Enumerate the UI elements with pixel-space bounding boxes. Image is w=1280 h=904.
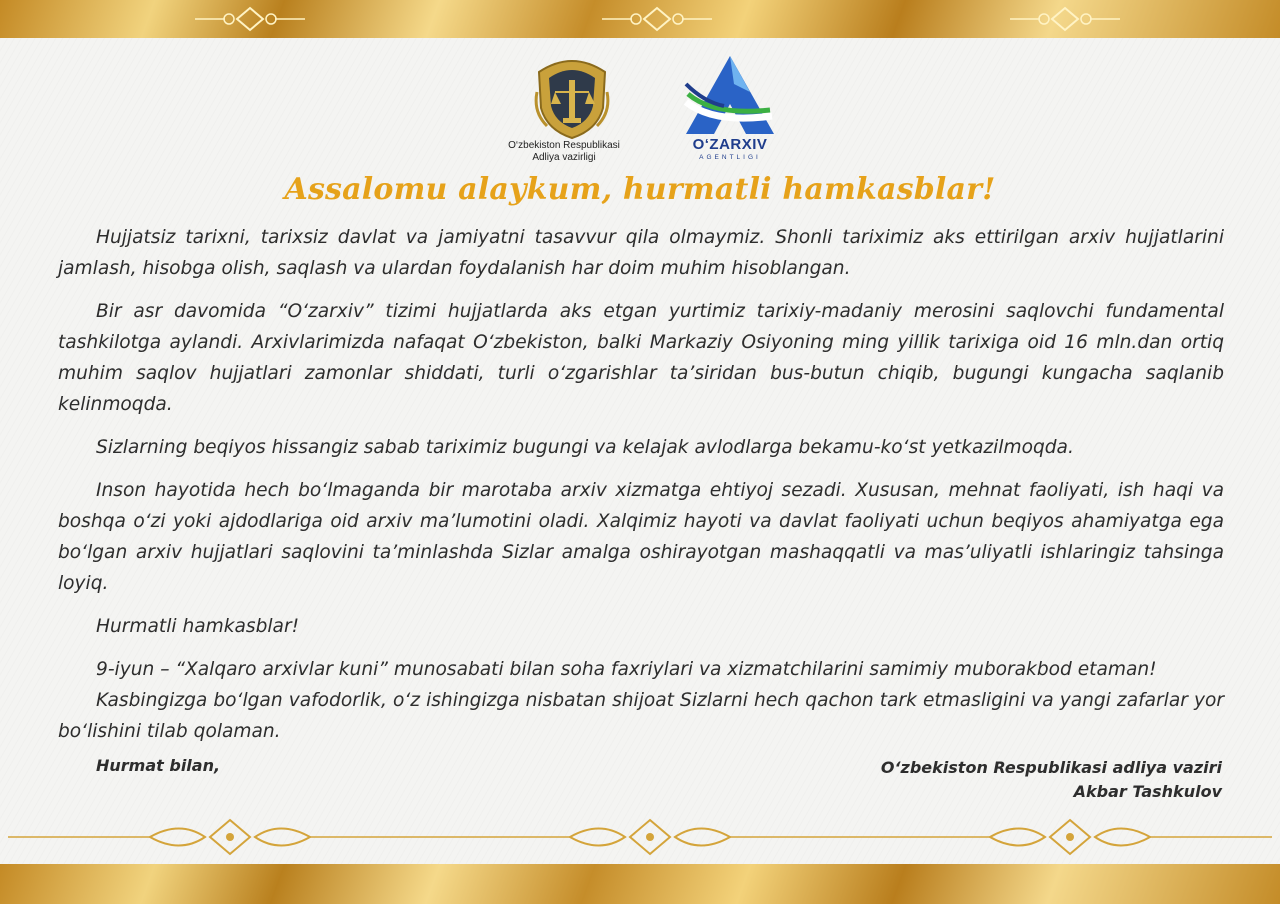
ministry-caption-line1: O‘zbekiston Respublikasi [508,140,620,151]
ornament-icon [1010,6,1120,32]
paragraph: 9-iyun – “Xalqaro arxivlar kuni” munosabati bilan soha faxriylari va xizmatchilarini samimiy muborakbod etaman! [96,659,1157,680]
header-logos [0,50,1280,170]
ministry-caption-line2: Adliya vazirligi [532,152,596,163]
ornament-icon [602,6,712,32]
agency-name: O‘ZARXIV [692,136,768,153]
paragraph: Hujjatsiz tarixni, tarixsiz davlat va jamiyatni tasavvur qila olmaymiz. Shonli tariximiz aks ettirilgan arxiv hujjatlarini jamlash, hisobga olish, saqlash va ulardan foydalanish har doim muhim hisoblangan. [58,227,1224,279]
ministry-emblem-icon [533,52,611,140]
signature-title: O‘zbekiston Respublikasi adliya vaziri [880,758,1222,777]
ministry-caption [494,140,634,164]
paragraph: Inson hayotida hech bo‘lmaganda bir marotaba arxiv xizmatga ehtiyoj sezadi. Xususan, mehnat faoliyati, ish haqi va boshqa o‘zi yoki ajdodlariga oid arxiv ma’lumotini oladi. Xalqimiz hayoti va davlat faoliyati uchun beqiyos ahamiyatga ega bo‘lgan arxiv hujjatlari saqlovini ta’minlashda Sizlar amalga oshirayotgan mashaqqatli va mas’uliyatli ishlaringiz tahsinga loyiq. [58,480,1224,594]
ozarxiv-logo-icon [684,54,776,136]
greeting-heading: Assalomu alaykum, hurmatli hamkasblar! [284,172,996,207]
bottom-ornament-divider [0,816,1280,858]
signature-block [881,756,1222,804]
top-gold-border [0,0,1280,38]
bottom-gold-border [0,864,1280,904]
ornament-icon [195,6,305,32]
paragraph: Bir asr davomida “O‘zarxiv” tizimi hujjatlarda aks etgan yurtimiz tarixiy-madaniy merosini saqlovchi fundamental tashkilotga aylandi. Arxivlarimizda nafaqat O‘zbekiston, balki Markaziy Osiyoning ming yillik tarixiga oid 16 mln.dan ortiq muhim saqlov hujjatlari zamonlar shiddati, turli o‘zgarishlar ta’siridan bus-butun chiqib, bugungi kungacha saqlanib kelinmoqda. [58,301,1224,415]
paragraph: Kasbingizga bo‘lgan vafodorlik, o‘z ishingizga nisbatan shijoat Sizlarni hech qachon tark etmasligini va yangi zafarlar yor bo‘lishini tilab qolaman. [58,690,1224,742]
signature-name: Akbar Tashkulov [1073,782,1222,801]
paragraph: Hurmatli hamkasblar! [96,616,300,637]
agency-subtitle: AGENTLIGI [699,154,761,161]
paragraph: Sizlarning beqiyos hissangiz sabab tariximiz bugungi va kelajak avlodlarga bekamu-ko‘st yetkazilmoqda. [96,437,1074,458]
signoff: Hurmat bilan, [96,756,221,775]
letter-body [58,222,1224,759]
